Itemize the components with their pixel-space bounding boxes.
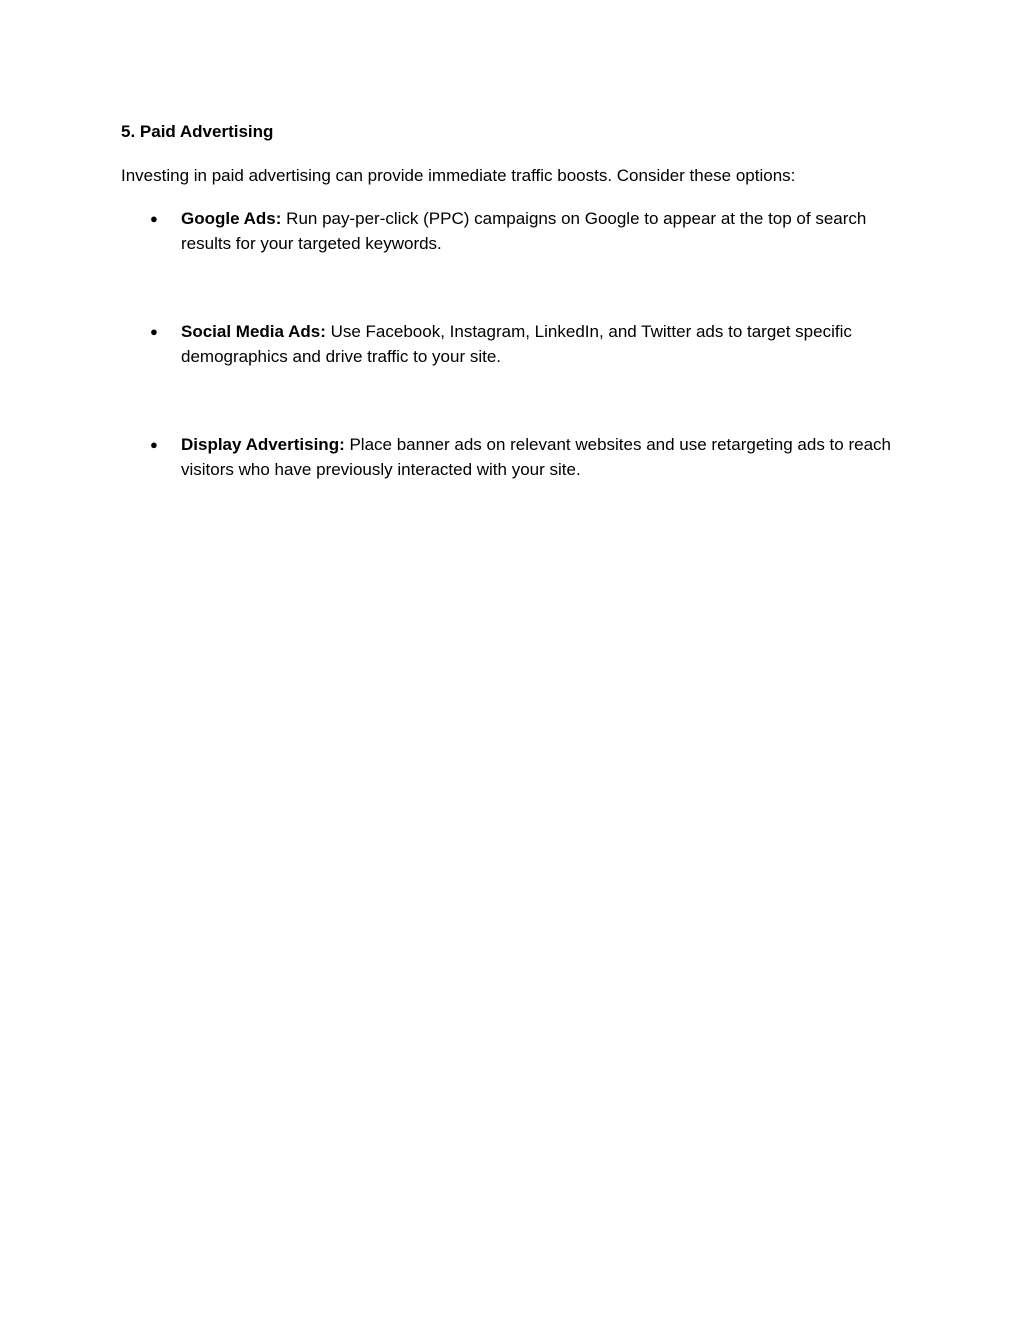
list-item-term: Social Media Ads:: [181, 322, 326, 341]
list-item-term: Google Ads:: [181, 209, 282, 228]
list-item-term: Display Advertising:: [181, 435, 345, 454]
bullet-icon: ●: [150, 211, 158, 226]
list-item-text: [181, 320, 910, 369]
list-item-description: Place banner ads on relevant websites and use retargeting ads to reach visitors who have previously interacted with your site.: [181, 435, 891, 479]
intro-paragraph: Investing in paid advertising can provide immediate traffic boosts. Consider these options:: [121, 166, 796, 185]
list-item-description: Use Facebook, Instagram, LinkedIn, and Twitter ads to target specific demographics and drive traffic to your site.: [181, 322, 852, 366]
list-item-text: [181, 207, 910, 256]
section-heading: 5. Paid Advertising: [121, 122, 274, 141]
list-item-text: [181, 433, 910, 482]
list-item-description: Run pay-per-click (PPC) campaigns on Google to appear at the top of search results for your targeted keywords.: [181, 209, 867, 253]
bullet-icon: ●: [150, 437, 158, 452]
bullet-icon: ●: [150, 324, 158, 339]
